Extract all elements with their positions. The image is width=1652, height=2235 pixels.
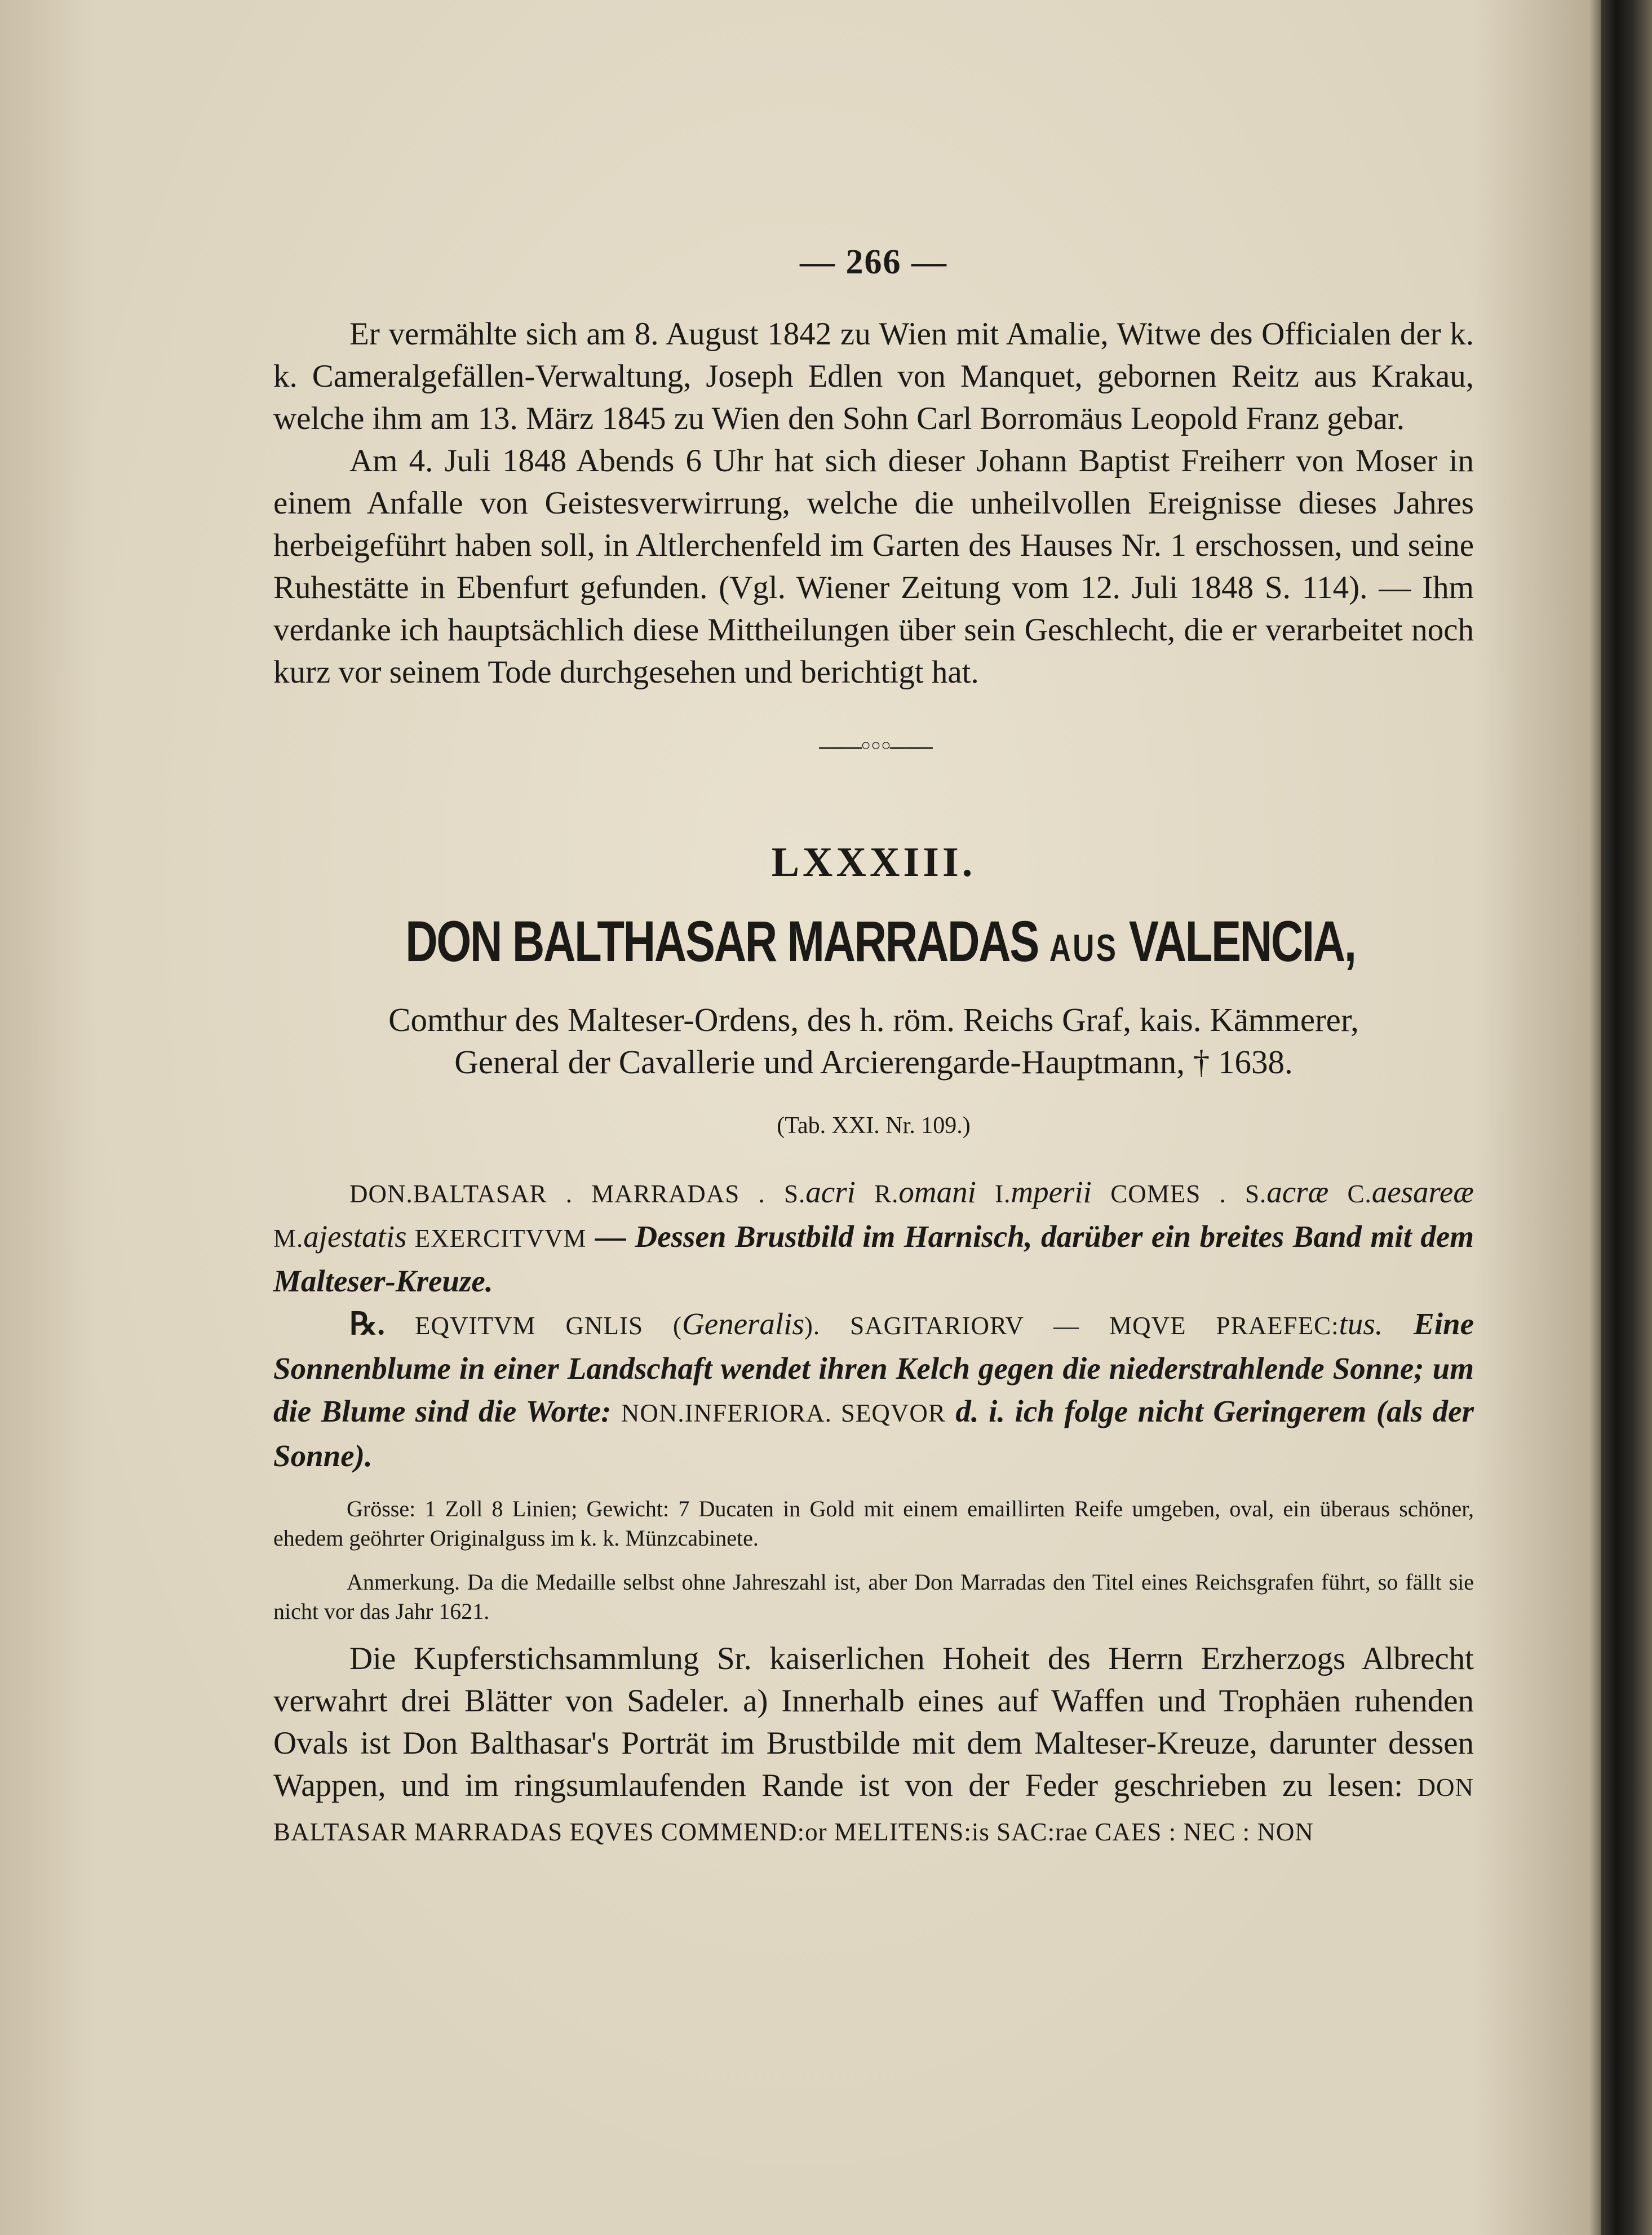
page-number: — 266 — bbox=[800, 243, 947, 281]
coin-description bbox=[273, 1171, 1474, 1477]
reverse-legend-3: ). SAGITARIORV — MQVE PRAEFEC: bbox=[804, 1312, 1339, 1340]
coin-notes bbox=[273, 1494, 1474, 1626]
closing-section bbox=[273, 1637, 1474, 1853]
obverse-legend-10: aesareæ bbox=[1371, 1175, 1474, 1209]
chapter-title-aus: AUS bbox=[1049, 927, 1118, 970]
reverse-description-2: d. i. ich folge nicht Geringerem (als der Sonne). bbox=[273, 1394, 1474, 1473]
obverse-legend-8: acræ bbox=[1266, 1175, 1329, 1209]
size-note: Grösse: 1 Zoll 8 Linien; Gewicht: 7 Ducaten in Gold mit einem emaillirten Reife umgeben, oval, ein überaus schöner, ehedem geöhrter Originalguss im k. k. Münzcabinete. bbox=[273, 1496, 1474, 1551]
coin-obverse bbox=[273, 1171, 1474, 1303]
section-divider: ——◦◦◦—— bbox=[818, 732, 929, 761]
plate-reference: (Tab. XXI. Nr. 109.) bbox=[777, 1113, 971, 1139]
chapter-subtitle-line-2: General der Cavallerie und Arcierengarde-Hauptmann, † 1638. bbox=[454, 1043, 1293, 1081]
engravings-text: Die Kupferstichsammlung Sr. kaiserlichen Hoheit des Herrn Erzherzogs Albrecht verwahrt drei Blätter von Sadeler. a) Innerhalb eines auf Waffen und Trophäen ruhenden Ovals ist Don Balthasar's Porträt im Brustbilde mit dem Malteser-Kreuze, darunter dessen Wappen, und im ringsumlaufenden Rande ist von der Feder geschrieben zu lesen: bbox=[273, 1641, 1474, 1803]
reverse-legend-4: tus. bbox=[1339, 1307, 1383, 1341]
reverse-description-1: Eine Sonnenblume in einer Landschaft wendet ihren Kelch gegen die niederstrahlende Sonne; um die Blume sind die Worte: bbox=[273, 1307, 1474, 1428]
obverse-legend-3: R. bbox=[855, 1180, 899, 1208]
obverse-legend-2: acri bbox=[805, 1175, 856, 1209]
chapter-title-name: DON BALTHASAR MARRADAS bbox=[405, 909, 1049, 973]
book-binding bbox=[1601, 0, 1652, 2235]
remark-note: Anmerkung. Da die Medaille selbst ohne Jahreszahl ist, aber Don Marradas den Titel eines Reichsgrafen führt, so fällt sie nicht vor das Jahr 1621. bbox=[273, 1569, 1474, 1624]
obverse-legend-6: mperii bbox=[1011, 1175, 1092, 1209]
coin-reverse bbox=[273, 1303, 1474, 1477]
paragraph-engravings bbox=[273, 1637, 1474, 1853]
reverse-mark: ℞. bbox=[349, 1307, 386, 1341]
obverse-legend-12: ajestatis bbox=[303, 1219, 407, 1254]
reverse-legend-2: Generalis bbox=[681, 1307, 804, 1341]
page-shadow bbox=[1589, 0, 1601, 2235]
page-content bbox=[273, 240, 1474, 1853]
obverse-description: — Dessen Brustbild im Harnisch, darüber ein breites Band mit dem Malteser-Kreuze. bbox=[273, 1219, 1474, 1298]
obverse-legend-4: omani bbox=[898, 1175, 976, 1209]
engravings-inscription: DON BALTASAR MARRADAS EQVES COMMEND:or MELITENS:is SAC:rae CAES : NEC : NON bbox=[273, 1773, 1474, 1846]
obverse-legend-9: C. bbox=[1328, 1180, 1372, 1208]
paragraph-marriage: Er vermählte sich am 8. August 1842 zu Wien mit Amalie, Witwe des Officialen der k. k. Cameralgefällen-Verwaltung, Joseph Edlen von Manquet, gebornen Reitz aus Krakau, welche ihm am 13. März 1845 zu Wien den Sohn Carl Borromäus Leopold Franz gebar. bbox=[273, 316, 1474, 436]
reverse-motto: NON.INFERIORA. SEQVOR bbox=[621, 1399, 946, 1427]
obverse-legend-1: DON.BALTASAR . MARRADAS . S. bbox=[349, 1180, 806, 1208]
obverse-legend-11: M. bbox=[273, 1224, 304, 1253]
obverse-legend-13: EXERCITVVM bbox=[406, 1224, 587, 1253]
paragraph-death: Am 4. Juli 1848 Abends 6 Uhr hat sich dieser Johann Baptist Freiherr von Moser in einem Anfalle von Geistesverwirrung, welche die unheilvollen Ereignisse dieses Jahres herbeigeführt haben soll, in Altlerchenfeld im Garten des Hauses Nr. 1 erschossen, und seine Ruhestätte in Ebenfurt gefunden. (Vgl. Wiener Zeitung vom 12. Juli 1848 S. 114). — Ihm verdanke ich hauptsächlich diese Mittheilungen über sein Geschlecht, die er verarbeitet noch kurz vor seinem Tode durchgesehen und berichtigt hat. bbox=[273, 443, 1474, 690]
obverse-legend-7: COMES . S. bbox=[1091, 1180, 1267, 1208]
notes-gap bbox=[273, 1553, 1474, 1568]
chapter-title-place: VALENCIA, bbox=[1118, 909, 1356, 973]
chapter-number: LXXXIII. bbox=[771, 839, 976, 886]
chapter-title bbox=[405, 905, 1356, 985]
chapter-subtitle-line-1: Comthur des Malteser-Ordens, des h. röm. Reichs Graf, kais. Kämmerer, bbox=[388, 1001, 1359, 1038]
reverse-legend-1: EQVITVM GNLIS ( bbox=[385, 1312, 682, 1340]
obverse-legend-5: I. bbox=[976, 1180, 1011, 1208]
